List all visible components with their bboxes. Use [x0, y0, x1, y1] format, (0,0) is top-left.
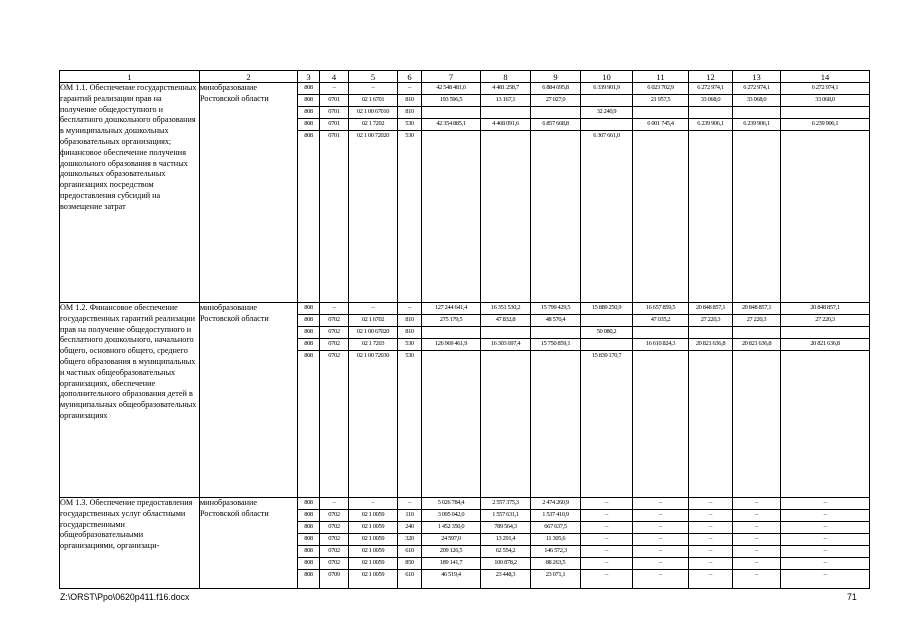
table-cell: 0702 — [328, 352, 340, 359]
table-cell: – — [605, 571, 608, 578]
table-cell: 0701 — [320, 107, 348, 119]
table-cell: 32 240,9 — [581, 107, 632, 119]
table-cell: – — [581, 546, 632, 558]
column-header: 3 — [298, 71, 320, 83]
column-5-values — [349, 303, 398, 498]
column-5-values — [349, 83, 398, 303]
table-cell — [581, 339, 632, 351]
column-header: 9 — [531, 71, 581, 83]
table-cell: 6 272 974,1 — [781, 83, 869, 95]
table-cell: 02 1 00 67020 — [349, 327, 397, 339]
table-cell: 6 339 901,9 — [581, 83, 632, 95]
column-8-values — [481, 498, 531, 589]
table-cell: 42 548 481,6 — [422, 83, 480, 95]
table-cell: – — [781, 522, 869, 534]
footer-file-path: Z:\ORST\Ppo\0620p411.f16.docx — [60, 592, 190, 602]
table-cell: 33 068,0 — [781, 95, 869, 107]
footer-page-number: 71 — [847, 592, 857, 602]
table-cell: 3 095 042,0 — [422, 510, 480, 522]
table-cell: 0701 — [320, 119, 348, 131]
column-10-values — [581, 83, 633, 303]
column-3-values — [298, 303, 320, 498]
table-cell: 15 799 429,5 — [531, 303, 580, 315]
table-cell: 16 303 697,4 — [481, 339, 530, 351]
table-cell: 0702 — [320, 339, 348, 351]
column-4-values — [320, 498, 349, 589]
table-cell: – — [398, 303, 421, 315]
table-cell: 808 — [298, 498, 319, 510]
table-cell: 4 468 091,6 — [481, 119, 530, 131]
table-cell: – — [633, 522, 688, 534]
budget-table — [59, 70, 870, 589]
table-cell — [689, 107, 732, 119]
column-11-values — [633, 303, 689, 498]
table-cell: 6 857 668,8 — [531, 119, 580, 131]
table-cell — [781, 107, 869, 119]
column-14-values — [781, 83, 870, 303]
column-header: 4 — [320, 71, 349, 83]
column-header: 10 — [581, 71, 633, 83]
program-group-row — [60, 303, 870, 498]
table-cell: – — [689, 534, 732, 546]
table-cell: 47 035,2 — [633, 315, 688, 327]
table-cell: – — [733, 546, 780, 558]
table-cell: 240 — [398, 522, 421, 534]
table-cell: 20 848 857,1 — [733, 303, 780, 315]
table-cell: 0702 — [320, 510, 348, 522]
table-cell: 0702 — [320, 315, 348, 327]
table-cell: 808 — [304, 352, 313, 359]
measure-description: ОМ 1.2. Финансовое обеспечение государственных гарантий реализации прав на получение общедоступного и бесплатного дошкольного, начального общего, основного общего, среднего общего образования в муниципальных и частных общеобразовательных организациях, обеспечение дополнительного образования детей в муниципальных общеобразовательных организациях — [60, 303, 200, 498]
column-13-values — [733, 83, 781, 303]
table-body — [60, 83, 870, 589]
table-cell: – — [633, 558, 688, 570]
table-cell: – — [581, 534, 632, 546]
column-4-values — [320, 83, 349, 303]
table-cell: 808 — [298, 327, 319, 339]
table-cell: 6 884 695,8 — [531, 83, 580, 95]
table-cell: – — [349, 303, 397, 315]
table-cell: – — [781, 534, 869, 546]
table-cell: 808 — [304, 571, 313, 578]
table-cell: – — [689, 546, 732, 558]
table-cell: 1 537 410,9 — [531, 510, 580, 522]
table-cell: 808 — [298, 558, 319, 570]
column-13-values — [733, 303, 781, 498]
table-cell: 27 220,3 — [689, 315, 732, 327]
table-cell: 02 1 00 72030 — [356, 352, 390, 359]
table-cell — [633, 107, 688, 119]
table-cell: 193 596,5 — [422, 95, 480, 107]
table-cell: 530 — [405, 352, 414, 359]
table-cell — [733, 327, 780, 339]
table-cell: 02 1 0059 — [349, 510, 397, 522]
table-cell: 62 554,2 — [481, 546, 530, 558]
column-7-values — [422, 83, 481, 303]
table-cell: 23 448,3 — [495, 571, 516, 578]
table-cell: 808 — [298, 315, 319, 327]
table-cell — [633, 131, 688, 142]
table-cell: 16 610 824,3 — [633, 339, 688, 351]
table-cell: 02 1 0059 — [349, 546, 397, 558]
column-5-values — [349, 498, 398, 589]
table-cell: 808 — [298, 546, 319, 558]
table-cell: – — [320, 498, 348, 510]
table-cell: 20 848 857,1 — [689, 303, 732, 315]
table-cell: 530 — [398, 119, 421, 131]
table-cell — [689, 131, 732, 142]
table-cell: 2 474 260,9 — [531, 498, 580, 510]
column-13-values — [733, 498, 781, 589]
table-cell: 48 570,4 — [531, 315, 580, 327]
table-cell: 0702 — [320, 327, 348, 339]
measure-description: ОМ 1.3. Обеспечение предоставления государственных услуг областными государственными общеобразовательными организациями, организаци- — [60, 498, 200, 589]
table-cell: 6 239 906,1 — [733, 119, 780, 131]
table-cell — [633, 327, 688, 339]
column-header: 12 — [689, 71, 733, 83]
table-cell: 808 — [298, 339, 319, 351]
table-cell: 189 141,7 — [422, 558, 480, 570]
table-cell: – — [733, 522, 780, 534]
table-cell: 20 848 857,1 — [781, 303, 869, 315]
table-cell — [689, 351, 732, 362]
table-cell: 0702 — [320, 534, 348, 546]
table-cell: 02 1 7202 — [349, 119, 397, 131]
table-cell: 808 — [298, 510, 319, 522]
table-cell: 13 291,4 — [481, 534, 530, 546]
table-cell: 6 239 906,1 — [781, 119, 869, 131]
table-cell — [481, 351, 530, 362]
table-cell: 02 1 00 67010 — [349, 107, 397, 119]
table-cell: 530 — [398, 339, 421, 351]
table-cell: – — [733, 510, 780, 522]
table-cell: 6 001 745,4 — [633, 119, 688, 131]
table-cell: 0702 — [320, 546, 348, 558]
table-cell: 610 — [398, 546, 421, 558]
table-cell — [531, 107, 580, 119]
table-cell: 5 026 784,4 — [422, 498, 480, 510]
table-cell: 02 1 6701 — [349, 95, 397, 107]
table-cell: – — [781, 498, 869, 510]
column-12-values — [689, 303, 733, 498]
table-cell: 126 969 461,9 — [422, 339, 480, 351]
table-cell: 2 557 375,3 — [481, 498, 530, 510]
column-header: 1 — [60, 71, 200, 83]
table-cell: 0701 — [320, 95, 348, 107]
table-cell: – — [689, 558, 732, 570]
executor-name: минобразование Ростовской области — [200, 498, 298, 589]
table-cell: 100 878,2 — [481, 558, 530, 570]
measure-description: ОМ 1.1. Обеспечение государственных гарантий реализации прав на получение общедоступного и бесплатного дошкольного образования в муниципальных дошкольных образовательных организациях; финансовое обеспечение получения дошкольного образования в частных дошкольных образовательных организациях посредством предоставления субсидий на возмещение затрат — [60, 83, 200, 303]
table-cell: – — [581, 558, 632, 570]
table-cell: 27 027,0 — [531, 95, 580, 107]
column-header: 2 — [200, 71, 298, 83]
column-header: 13 — [733, 71, 781, 83]
table-cell: 808 — [298, 119, 319, 131]
column-header: 6 — [398, 71, 422, 83]
table-cell: 808 — [298, 522, 319, 534]
column-header: 14 — [781, 71, 870, 83]
table-cell: – — [733, 558, 780, 570]
table-cell: 27 220,3 — [781, 315, 869, 327]
table-cell — [531, 351, 580, 362]
column-6-values — [398, 498, 422, 589]
table-cell: 02 1 0059 — [361, 571, 385, 578]
column-7-values — [422, 498, 481, 589]
column-header: 11 — [633, 71, 689, 83]
table-cell — [781, 327, 869, 339]
table-cell — [581, 315, 632, 327]
table-cell: – — [781, 558, 869, 570]
table-cell: 15 750 859,1 — [531, 339, 580, 351]
table-cell: 88 263,5 — [531, 558, 580, 570]
executor-name: минобразование Ростовской области — [200, 83, 298, 303]
table-cell — [531, 131, 580, 142]
table-cell: 16 657 859,5 — [633, 303, 688, 315]
table-cell: – — [733, 534, 780, 546]
table-cell: 02 1 6702 — [349, 315, 397, 327]
table-cell — [531, 327, 580, 339]
table-cell — [781, 131, 869, 142]
column-12-values — [689, 83, 733, 303]
table-cell: 808 — [298, 534, 319, 546]
column-3-values — [298, 498, 320, 589]
table-cell: 146 572,3 — [531, 546, 580, 558]
program-group-row — [60, 498, 870, 589]
table-cell: 21 957,5 — [633, 95, 688, 107]
table-cell — [581, 95, 632, 107]
column-header: 5 — [349, 71, 398, 83]
table-cell: – — [781, 546, 869, 558]
table-cell: – — [349, 498, 397, 510]
table-cell: 13 167,1 — [481, 95, 530, 107]
table-cell: 275 179,5 — [422, 315, 480, 327]
table-cell — [481, 131, 530, 142]
column-header: 8 — [481, 71, 531, 83]
table-cell — [422, 131, 480, 142]
column-14-values — [781, 303, 870, 498]
table-cell: 50 080,2 — [581, 327, 632, 339]
table-cell: 810 — [398, 107, 421, 119]
column-12-values — [689, 498, 733, 589]
table-cell: 15 839 170,7 — [591, 352, 622, 359]
table-cell — [422, 351, 480, 362]
table-cell: 6 307 661,0 — [593, 132, 620, 139]
column-3-values — [298, 83, 320, 303]
table-cell: 47 832,8 — [481, 315, 530, 327]
table-cell: 810 — [398, 95, 421, 107]
column-7-values — [422, 303, 481, 498]
table-cell: 02 1 7203 — [349, 339, 397, 351]
column-4-values — [320, 303, 349, 498]
table-cell: 6 239 906,1 — [689, 119, 732, 131]
table-cell — [481, 327, 530, 339]
table-cell: – — [709, 571, 712, 578]
table-cell: 808 — [298, 303, 319, 315]
table-cell: 02 1 00 72020 — [356, 132, 390, 139]
table-cell: 320 — [398, 534, 421, 546]
table-cell: 20 821 636,8 — [689, 339, 732, 351]
table-cell: 610 — [405, 571, 414, 578]
table-cell: 0701 — [328, 132, 340, 139]
column-header: 7 — [422, 71, 481, 83]
table-cell: 20 821 636,8 — [733, 339, 780, 351]
table-cell: 209 126,5 — [422, 546, 480, 558]
table-cell — [581, 119, 632, 131]
table-cell: 33 068,0 — [733, 95, 780, 107]
table-cell: 33 068,0 — [689, 95, 732, 107]
table-cell — [733, 107, 780, 119]
column-11-values — [633, 498, 689, 589]
table-cell: 127 244 641,4 — [422, 303, 480, 315]
table-cell: 27 220,3 — [733, 315, 780, 327]
table-cell: 15 889 250,9 — [581, 303, 632, 315]
table-cell: 6 272 974,1 — [733, 83, 780, 95]
table-cell: 02 1 0059 — [349, 558, 397, 570]
column-9-values — [531, 83, 581, 303]
table-cell: 02 1 0059 — [349, 534, 397, 546]
table-cell: 42 354 885,1 — [422, 119, 480, 131]
table-cell: 810 — [398, 327, 421, 339]
table-cell: – — [633, 510, 688, 522]
table-cell: 850 — [398, 558, 421, 570]
table-cell: – — [581, 510, 632, 522]
table-cell: 20 821 636,8 — [781, 339, 869, 351]
header-row — [60, 71, 870, 83]
executor-name: минобразование Ростовской области — [200, 303, 298, 498]
table-cell — [422, 107, 480, 119]
table-cell: 6 272 974,1 — [689, 83, 732, 95]
table-cell: – — [633, 534, 688, 546]
program-group-row — [60, 83, 870, 303]
table-cell — [781, 351, 869, 362]
column-9-values — [531, 498, 581, 589]
table-cell: 1 557 631,1 — [481, 510, 530, 522]
table-cell — [481, 107, 530, 119]
table-cell: – — [781, 510, 869, 522]
table-cell: – — [581, 498, 632, 510]
table-cell: 789 564,3 — [481, 522, 530, 534]
table-cell: 46 519,4 — [441, 571, 461, 578]
table-cell: 667 637,5 — [531, 522, 580, 534]
table-cell: 1 452 350,0 — [422, 522, 480, 534]
table-cell: – — [755, 571, 758, 578]
table-cell: 11 305,6 — [531, 534, 580, 546]
column-9-values — [531, 303, 581, 498]
table-cell: 530 — [405, 132, 414, 139]
table-cell: 16 351 530,2 — [481, 303, 530, 315]
table-cell: 4 481 258,7 — [481, 83, 530, 95]
table-cell: 808 — [298, 95, 319, 107]
table-cell: 808 — [298, 83, 319, 95]
table-cell: – — [398, 83, 421, 95]
column-10-values — [581, 498, 633, 589]
table-cell: 0702 — [320, 522, 348, 534]
table-cell: 808 — [304, 132, 313, 139]
table-cell: – — [320, 83, 348, 95]
table-cell — [422, 327, 480, 339]
table-cell: 24 597,0 — [422, 534, 480, 546]
table-cell: – — [398, 498, 421, 510]
table-cell: – — [689, 510, 732, 522]
table-cell: – — [320, 303, 348, 315]
table-cell: 0702 — [320, 558, 348, 570]
table-cell: 110 — [398, 510, 421, 522]
table-cell: – — [349, 83, 397, 95]
table-cell — [633, 351, 688, 362]
table-cell: – — [689, 498, 732, 510]
table-cell — [689, 327, 732, 339]
column-10-values — [581, 303, 633, 498]
table-cell: 02 1 0059 — [349, 522, 397, 534]
column-6-values — [398, 303, 422, 498]
table-cell — [733, 131, 780, 142]
table-cell: 6 023 702,9 — [633, 83, 688, 95]
table-cell: – — [581, 522, 632, 534]
table-cell: 810 — [398, 315, 421, 327]
table-cell: – — [659, 571, 662, 578]
table-cell: 23 071,1 — [545, 571, 566, 578]
column-11-values — [633, 83, 689, 303]
column-14-values — [781, 498, 870, 589]
table-cell: – — [689, 522, 732, 534]
table-cell: – — [633, 546, 688, 558]
table-cell: – — [633, 498, 688, 510]
table-cell: 808 — [298, 107, 319, 119]
table-cell: – — [733, 498, 780, 510]
column-6-values — [398, 83, 422, 303]
column-8-values — [481, 303, 531, 498]
table-cell: 0709 — [328, 571, 340, 578]
table-cell — [733, 351, 780, 362]
column-8-values — [481, 83, 531, 303]
table-cell: – — [823, 571, 827, 578]
